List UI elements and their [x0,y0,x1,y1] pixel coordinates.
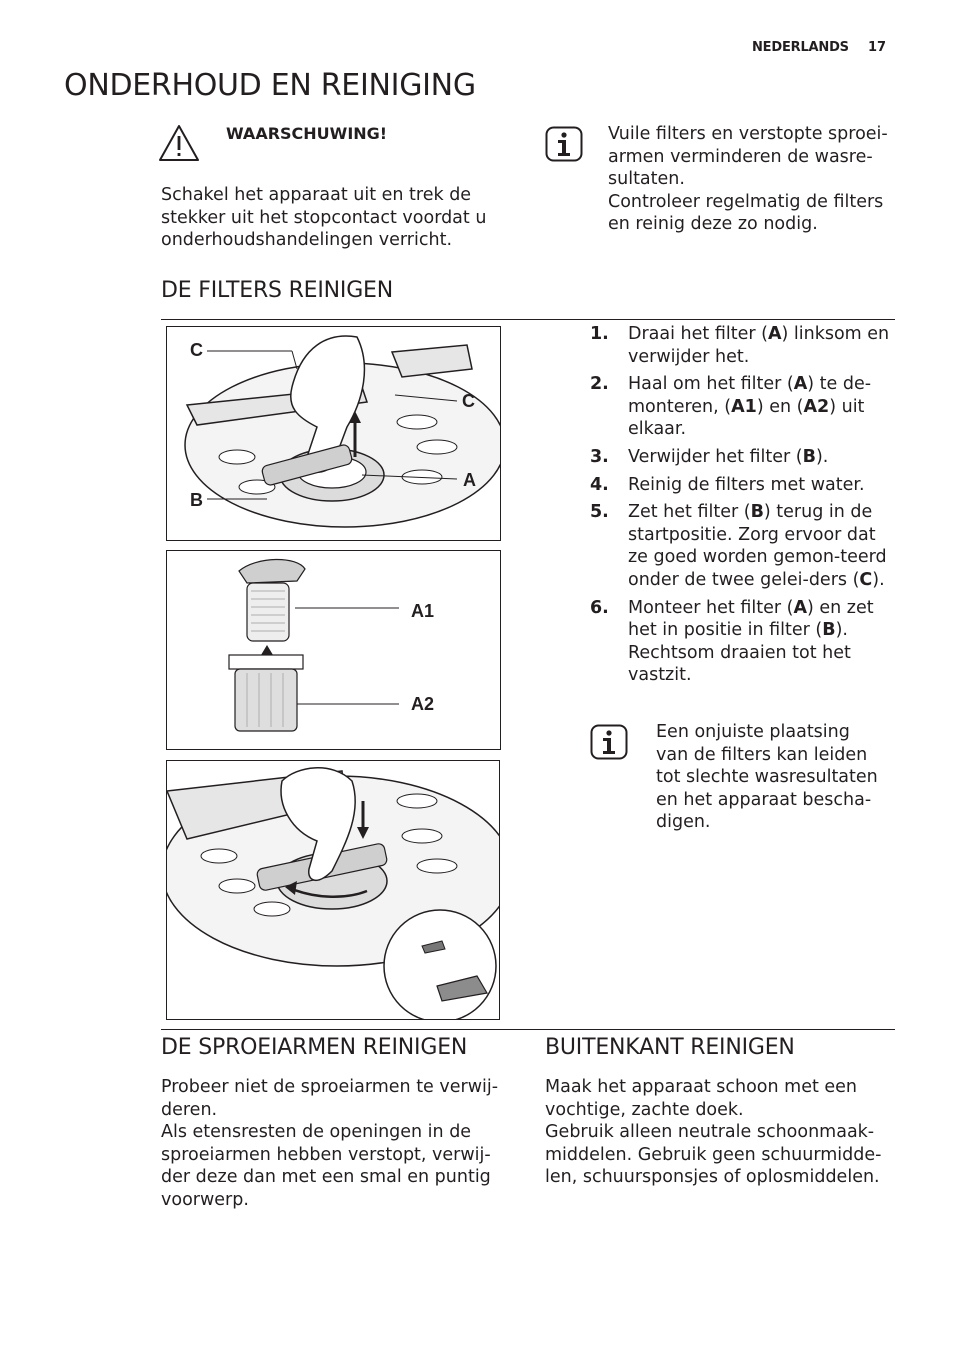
warning-line: stekker uit het stopcontact voordat u [161,207,487,228]
step-text [628,475,865,495]
step-number: 3. [590,446,609,467]
warning-line: Schakel het apparaat uit en trek de [161,185,472,205]
text-line: der deze dan met een smal en puntig [161,1167,491,1188]
label-a1: A1 [411,601,435,621]
filters-heading: DE FILTERS REINIGEN [161,278,394,303]
warning-title: WAARSCHUWING! [226,124,388,143]
part-reference-letter: A2 [803,396,830,417]
info-line: Een onjuiste plaatsing [656,722,850,742]
info-note-text [656,721,891,834]
step-text-part: Verwijder het filter ( [628,446,803,467]
step-item [590,501,890,591]
page-title: ONDERHOUD EN REINIGING [64,68,476,103]
info-line: Controleer regelmatig de filters [608,191,884,212]
part-reference-letter: A [793,597,807,618]
step-text [628,447,828,467]
warning-line: onderhoudshandelingen verricht. [161,230,453,251]
filter-parts-illustration [167,551,500,749]
part-reference-letter: B [750,502,764,523]
step-item [590,474,890,497]
filter-installation-illustration [167,761,499,1019]
part-reference-letter: A [793,374,808,395]
figure-filter-parts [166,550,501,750]
step-text-part: ) en zet het in positie in filter ( [628,597,874,641]
info-line: armen verminderen de wasre- [608,146,873,167]
figure-filter-installation [166,760,500,1020]
spray-arms-heading: DE SPROEIARMEN REINIGEN [161,1035,468,1060]
label-a2: A2 [411,694,435,714]
step-text-part: Draai het filter ( [628,324,768,344]
info-line: digen. [656,812,711,833]
page-number: 17 [868,40,887,55]
header-language: NEDERLANDS [752,40,849,55]
info-line: en het apparaat bescha- [656,789,872,810]
step-item [590,446,890,469]
text-line: Maak het apparaat schoon met een [545,1077,858,1097]
outside-cleaning-text [545,1076,895,1189]
text-line: voorwerp. [161,1189,249,1210]
filter-removal-illustration [167,327,500,540]
step-number: 4. [590,474,609,495]
warning-text [161,184,501,252]
step-text [628,374,871,439]
step-number: 2. [590,374,609,395]
part-reference-letter: B [822,620,836,641]
step-text [628,598,874,686]
step-text [628,502,887,590]
step-text-part: ) terug in de startpositie. Zorg ervoor dat ze goed worden gemon-teerd onder de twee gelei-ders ( [628,502,887,590]
label-b: B [190,490,203,510]
step-text-part: ). Rechtsom draaien tot het vastzit. [628,620,851,686]
text-line: vochtige, zachte doek. [545,1099,744,1120]
label-c-right: C [462,391,475,411]
text-line: sproeiarmen hebben verstopt, verwij- [161,1144,491,1165]
figure-filter-removal [166,326,501,541]
filter-steps-list [590,323,890,692]
text-line: len, schuursponsjes of oplosmiddelen. [545,1167,880,1188]
info-line: en reinig deze zo nodig. [608,214,818,235]
step-text-part: ) uit elkaar. [628,396,865,440]
step-text-part: Reinig de filters met water. [628,474,865,495]
step-text-part: ) en ( [756,396,804,417]
spray-arms-text [161,1076,511,1212]
step-text [628,324,889,367]
step-item [590,373,890,441]
step-number: 6. [590,597,609,618]
step-item [590,323,890,368]
step-text-part: ). [815,446,829,467]
step-text-part: Zet het filter ( [628,502,751,523]
info-icon [590,724,628,760]
part-reference-letter: A1 [731,396,757,417]
warning-triangle-icon [158,124,200,162]
label-a: A [463,470,476,490]
part-reference-letter: B [802,446,816,467]
info-line: sultaten. [608,169,685,190]
outside-cleaning-heading: BUITENKANT REINIGEN [545,1035,795,1060]
info-top-text [608,123,908,236]
info-line: van de filters kan leiden [656,744,868,765]
section-divider [161,1029,895,1030]
info-line: tot slechte wasresultaten [656,767,878,788]
step-item [590,597,890,687]
step-text-part: ). [872,569,885,590]
step-number: 5. [590,502,609,523]
part-reference-letter: A [767,324,782,344]
text-line: Probeer niet de sproeiarmen te verwij- [161,1077,499,1097]
label-c-left: C [190,340,203,360]
text-line: Gebruik alleen neutrale schoonmaak- [545,1122,875,1143]
part-reference-letter: C [859,569,873,590]
step-text-part: ) linksom en verwijder het. [628,324,890,367]
step-text-part: ) te de-monteren, ( [628,374,872,417]
step-number: 1. [590,324,609,344]
info-line: Vuile filters en verstopte sproei- [608,124,888,144]
section-divider [161,319,895,320]
text-line: Als etensresten de openingen in de [161,1122,472,1143]
step-text-part: Monteer het filter ( [628,597,794,618]
step-text-part: Haal om het filter ( [628,374,794,395]
text-line: middelen. Gebruik geen schuurmidde- [545,1144,882,1165]
info-icon [545,126,583,162]
text-line: deren. [161,1099,218,1120]
